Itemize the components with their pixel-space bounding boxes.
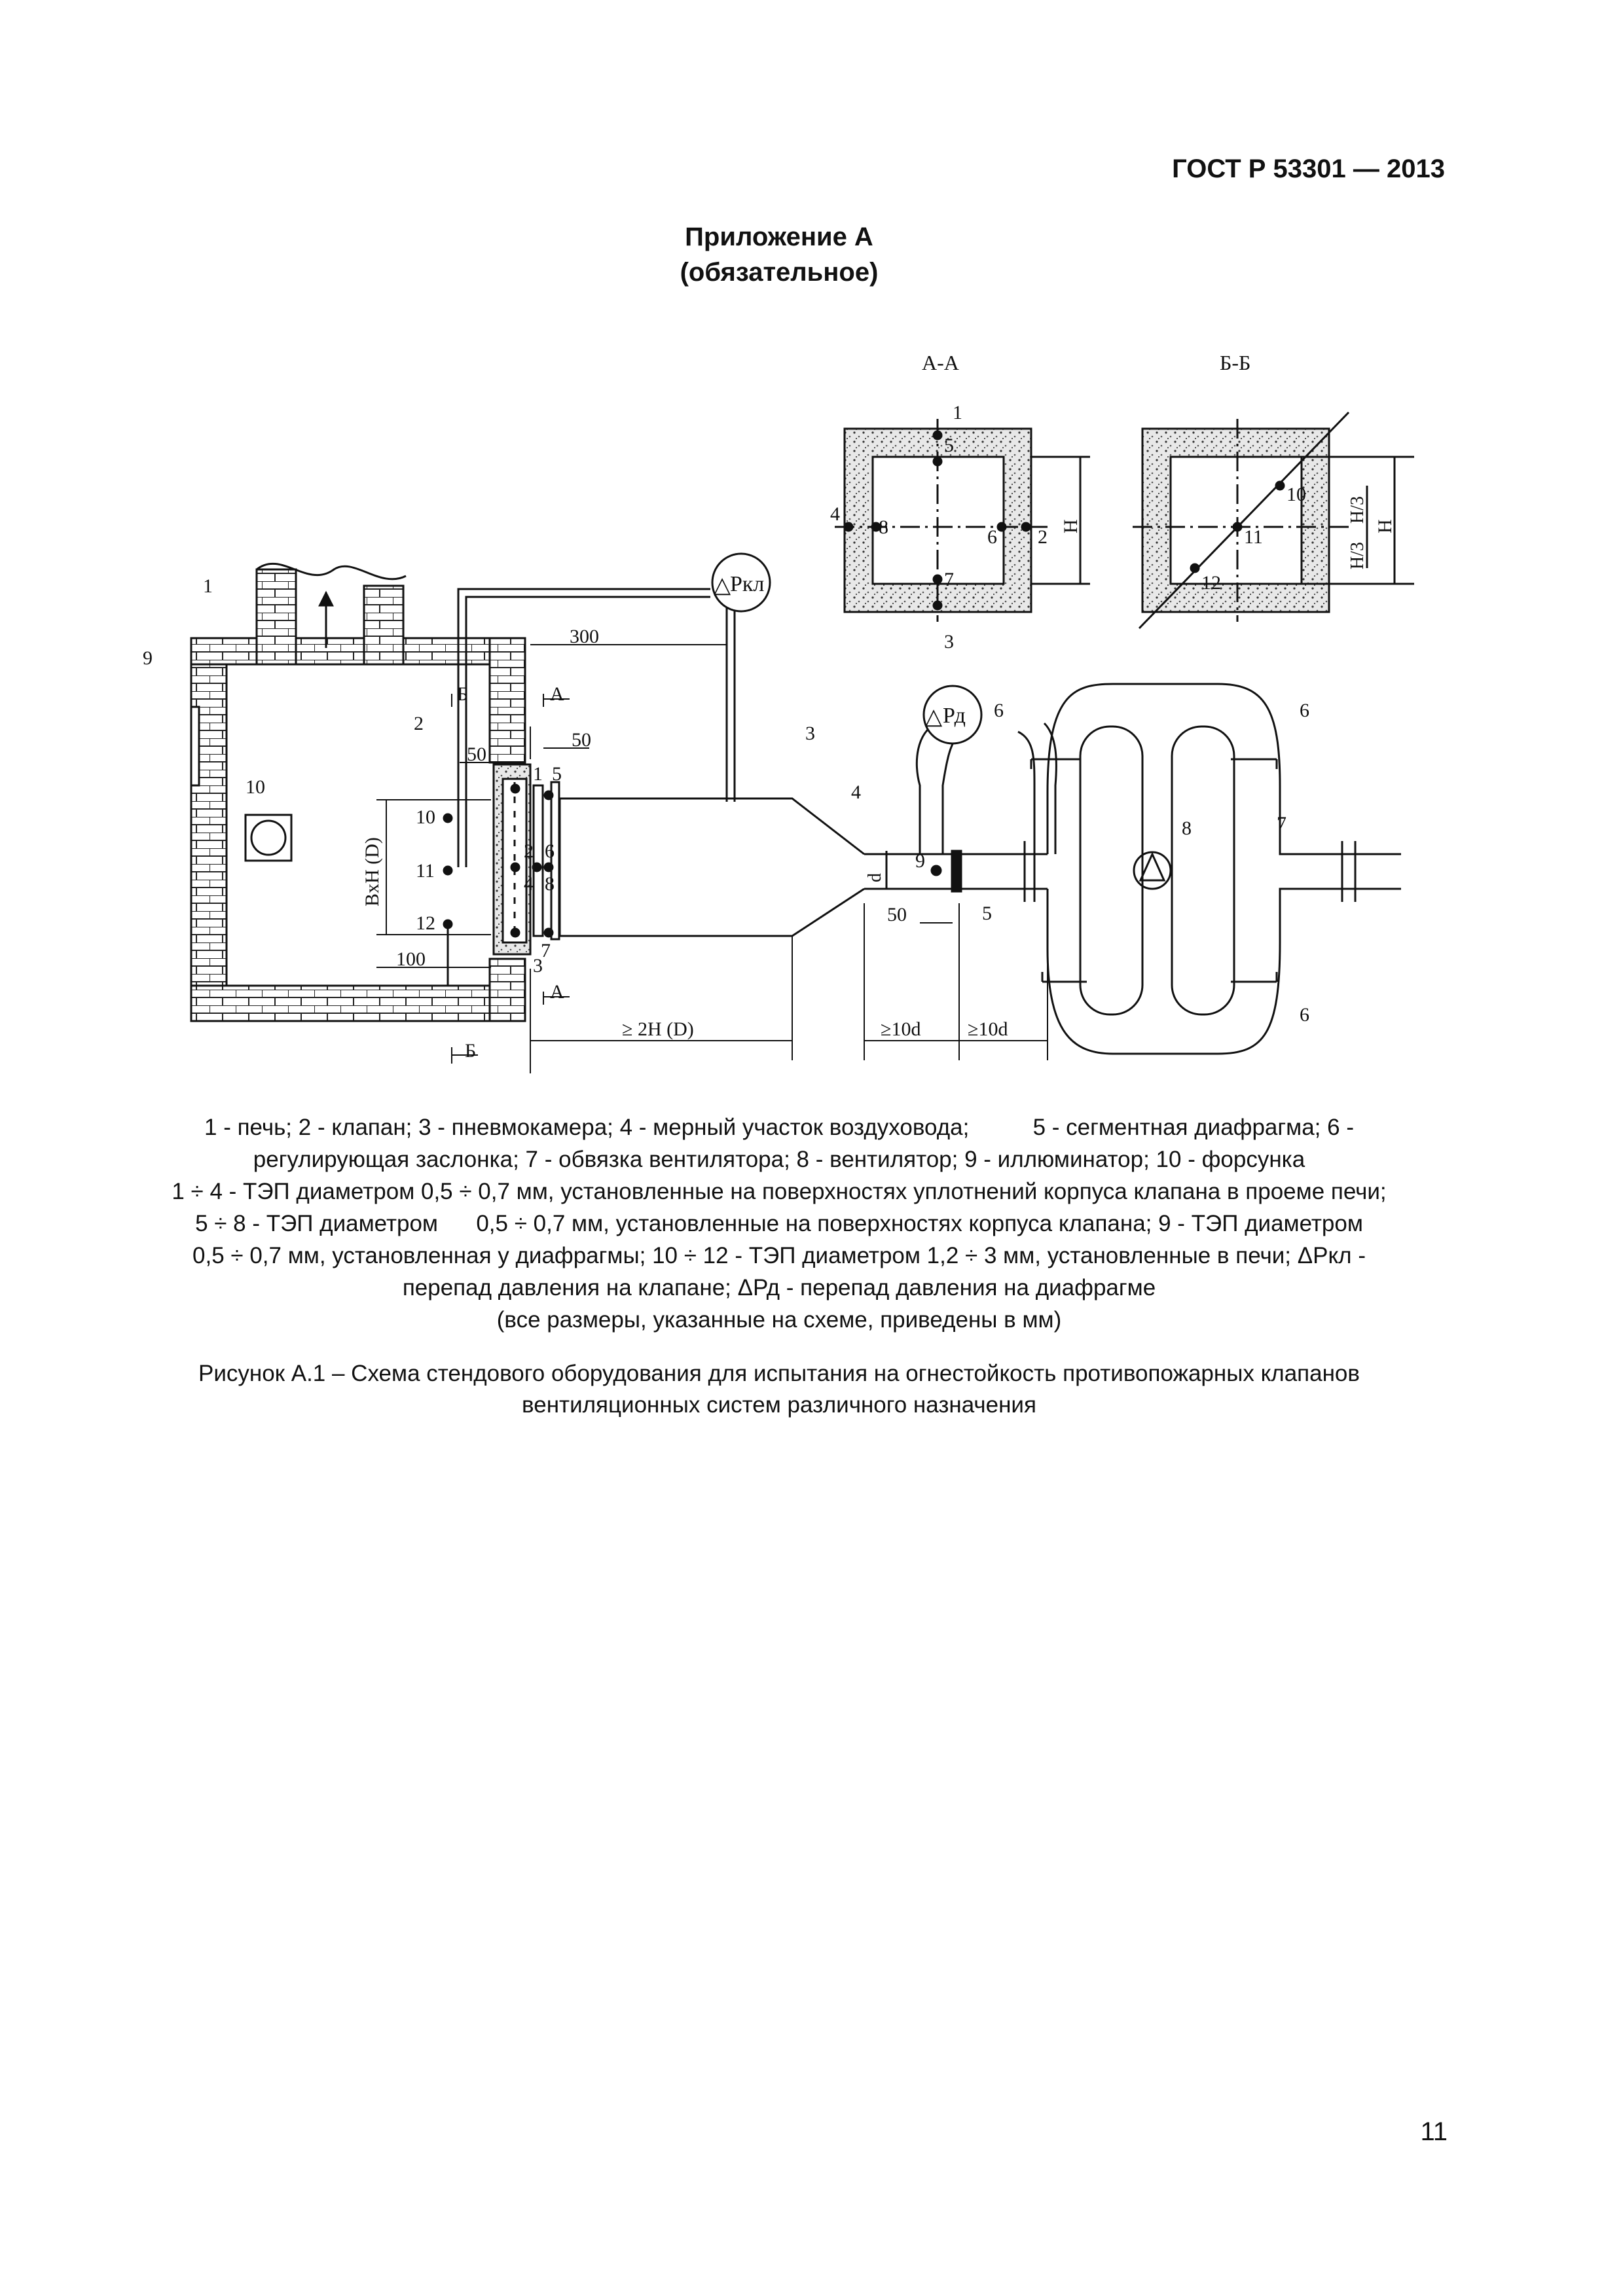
svg-text:2: 2 bbox=[414, 713, 424, 734]
svg-text:10: 10 bbox=[1286, 484, 1306, 505]
svg-text:Б: Б bbox=[457, 683, 469, 705]
svg-text:1: 1 bbox=[203, 575, 213, 597]
svg-text:300: 300 bbox=[570, 626, 599, 647]
legend-line: 1 ÷ 4 - ТЭП диаметром 0,5 ÷ 0,7 мм, установленные на поверхностях уплотнений корпуса клапана в проеме печи; bbox=[172, 1179, 1387, 1204]
svg-text:BxH (D): BxH (D) bbox=[361, 837, 383, 906]
svg-text:5: 5 bbox=[944, 435, 954, 456]
svg-text:12: 12 bbox=[1201, 572, 1221, 594]
section-bb bbox=[1133, 412, 1414, 628]
pressure-gauge-diaphragm bbox=[924, 686, 981, 744]
appendix-title: Приложение А bbox=[685, 223, 873, 251]
pressure-gauge-valve bbox=[712, 554, 770, 611]
svg-text:А-А: А-А bbox=[922, 351, 959, 374]
svg-text:6: 6 bbox=[994, 700, 1004, 721]
svg-text:3: 3 bbox=[944, 631, 954, 653]
svg-text:Ркл: Ркл bbox=[730, 572, 765, 596]
svg-text:А: А bbox=[550, 683, 564, 705]
svg-text:12: 12 bbox=[416, 912, 435, 934]
svg-text:2: 2 bbox=[524, 840, 534, 862]
svg-text:5: 5 bbox=[982, 903, 992, 924]
svg-text:50: 50 bbox=[467, 744, 486, 765]
svg-text:d: d bbox=[865, 873, 885, 882]
svg-text:10: 10 bbox=[416, 806, 435, 828]
svg-text:7: 7 bbox=[1277, 813, 1286, 834]
fan-piping bbox=[1025, 684, 1401, 1054]
legend-line: 5 ÷ 8 - ТЭП диаметром 0,5 ÷ 0,7 мм, установленные на поверхностях корпуса клапана; 9 - ТЭП диаметром bbox=[195, 1211, 1363, 1236]
svg-text:6: 6 bbox=[1300, 700, 1309, 721]
svg-text:H/3: H/3 bbox=[1347, 496, 1368, 524]
svg-text:11: 11 bbox=[1244, 526, 1263, 548]
svg-text:9: 9 bbox=[915, 850, 925, 872]
svg-text:100: 100 bbox=[396, 948, 426, 970]
legend-line: 1 - печь; 2 - клапан; 3 - пневмокамера; 4 - мерный участок воздуховода; 5 - сегментная диафрагма; 6 - bbox=[204, 1115, 1354, 1140]
svg-text:5: 5 bbox=[552, 763, 562, 785]
svg-text:8: 8 bbox=[879, 516, 888, 538]
svg-text:H: H bbox=[1374, 519, 1396, 533]
svg-text:7: 7 bbox=[541, 940, 551, 961]
svg-text:8: 8 bbox=[1182, 817, 1192, 839]
page-number: 11 bbox=[1420, 2117, 1448, 2146]
legend-line: 0,5 ÷ 0,7 мм, установленная у диафрагмы; 10 ÷ 12 - ТЭП диаметром 1,2 ÷ 3 мм, установленные в печи; ΔРкл - bbox=[192, 1243, 1366, 1268]
svg-text:50: 50 bbox=[887, 904, 907, 925]
document-standard-code: ГОСТ Р 53301 — 2013 bbox=[1172, 154, 1445, 183]
svg-text:2: 2 bbox=[1038, 526, 1048, 548]
svg-text:4: 4 bbox=[830, 503, 840, 525]
svg-text:3: 3 bbox=[805, 723, 815, 744]
section-aa bbox=[835, 419, 1090, 622]
svg-text:8: 8 bbox=[545, 873, 555, 895]
svg-text:7: 7 bbox=[944, 569, 954, 590]
svg-text:△: △ bbox=[925, 705, 943, 729]
svg-text:6: 6 bbox=[1300, 1004, 1309, 1026]
figure-legend bbox=[98, 1111, 1460, 1336]
svg-text:≥10d: ≥10d bbox=[968, 1018, 1008, 1040]
svg-text:11: 11 bbox=[416, 860, 435, 882]
air-chamber bbox=[560, 597, 1056, 936]
svg-text:Б-Б: Б-Б bbox=[1220, 351, 1251, 374]
svg-text:1: 1 bbox=[953, 402, 962, 423]
figure-caption bbox=[98, 1358, 1460, 1421]
svg-text:3: 3 bbox=[533, 955, 543, 977]
svg-text:Рд: Рд bbox=[943, 704, 966, 728]
legend-line: регулирующая заслонка; 7 - обвязка вентилятора; 8 - вентилятор; 9 - иллюминатор; 10 - форсунка bbox=[253, 1147, 1305, 1172]
caption-line: вентиляционных систем различного назначения bbox=[522, 1392, 1036, 1418]
svg-text:А: А bbox=[550, 981, 564, 1003]
legend-line: (все размеры, указанные на схеме, приведены в мм) bbox=[496, 1307, 1062, 1333]
caption-line: Рисунок А.1 – Схема стендового оборудования для испытания на огнестойкость противопожарных клапанов bbox=[198, 1361, 1360, 1386]
svg-text:4: 4 bbox=[851, 781, 861, 803]
appendix-status: (обязательное) bbox=[680, 258, 879, 287]
svg-text:Б: Б bbox=[465, 1040, 477, 1062]
test-bench-diagram bbox=[0, 0, 1623, 1106]
svg-text:≥ 2H (D): ≥ 2H (D) bbox=[622, 1018, 694, 1040]
svg-text:4: 4 bbox=[524, 873, 534, 895]
svg-text:H/3: H/3 bbox=[1347, 542, 1368, 569]
svg-text:6: 6 bbox=[545, 840, 555, 862]
svg-text:10: 10 bbox=[246, 776, 265, 798]
legend-line: перепад давления на клапане; ΔРд - перепад давления на диафрагме bbox=[402, 1275, 1156, 1300]
svg-text:6: 6 bbox=[987, 526, 997, 548]
furnace bbox=[191, 564, 710, 1021]
svg-text:9: 9 bbox=[143, 647, 153, 669]
svg-text:50: 50 bbox=[572, 729, 591, 751]
svg-text:△: △ bbox=[714, 573, 731, 598]
svg-text:≥10d: ≥10d bbox=[881, 1018, 921, 1040]
svg-text:1: 1 bbox=[533, 763, 543, 785]
svg-text:H: H bbox=[1060, 519, 1082, 533]
